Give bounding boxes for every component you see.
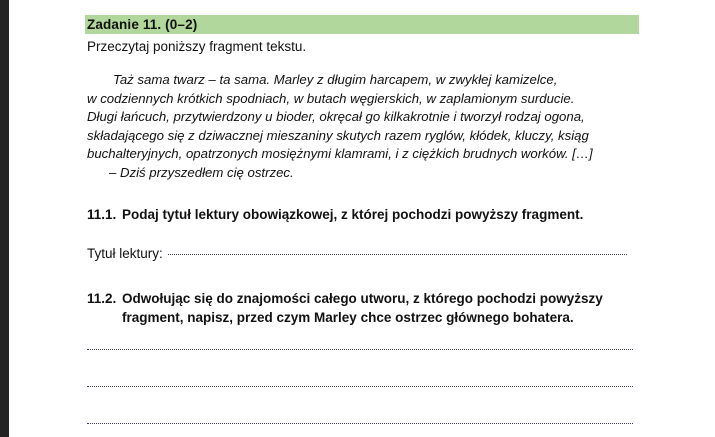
- excerpt-line: składającego się z dziwacznej mieszaniny skutych razem ryglów, kłódek, kluczy, ksiąg: [87, 127, 589, 143]
- task-content: [85, 0, 639, 424]
- scan-gutter: [0, 0, 9, 437]
- document-page: [9, 0, 715, 437]
- task-instruction: Przeczytaj poniższy fragment tekstu.: [87, 39, 307, 54]
- task-title: Zadanie 11. (0–2): [87, 17, 198, 32]
- answer-dotted-rule[interactable]: [168, 254, 627, 255]
- subtask-text-line: fragment, napisz, przed czym Marley chce ostrzec głównego bohatera.: [122, 309, 574, 325]
- answer-label: Tytuł lektury:: [87, 245, 163, 261]
- excerpt-line: buchalteryjnych, opatrzonych mosiężnymi klamrami, i z ciężkich brudnych worków. […]: [87, 146, 593, 162]
- literary-excerpt: [85, 71, 639, 183]
- answer-field-title[interactable]: [85, 245, 639, 263]
- subtask-11-2: [85, 289, 639, 327]
- subtask-text: Podaj tytuł lektury obowiązkowej, z której pochodzi powyższy fragment.: [122, 206, 584, 222]
- excerpt-line: w codziennych krótkich spodniach, w butach węgierskich, w zaplamionym surducie.: [87, 90, 575, 106]
- answer-dotted-rule[interactable]: [87, 349, 633, 350]
- subtask-text: [122, 289, 632, 327]
- answer-dotted-rule[interactable]: [87, 423, 633, 424]
- subtask-11-1: [85, 205, 639, 224]
- excerpt-line: Długi łańcuch, przytwierdzony u bioder, okręcał go kilkakrotnie i tworzył rodzaj ogona,: [87, 109, 585, 125]
- answer-dotted-rule[interactable]: [87, 386, 633, 387]
- excerpt-line: – Dziś przyszedłem cię ostrzec.: [109, 164, 294, 180]
- task-header-bar: [85, 15, 639, 34]
- subtask-number: 11.1.: [87, 206, 117, 222]
- excerpt-line: Taż sama twarz – ta sama. Marley z długim harcapem, w zwykłej kamizelce,: [113, 72, 558, 87]
- answer-field-open-response[interactable]: [85, 349, 639, 424]
- subtask-text-line: Odwołując się do znajomości całego utworu, z którego pochodzi powyższy: [122, 290, 603, 306]
- subtask-number: 11.2.: [87, 290, 117, 306]
